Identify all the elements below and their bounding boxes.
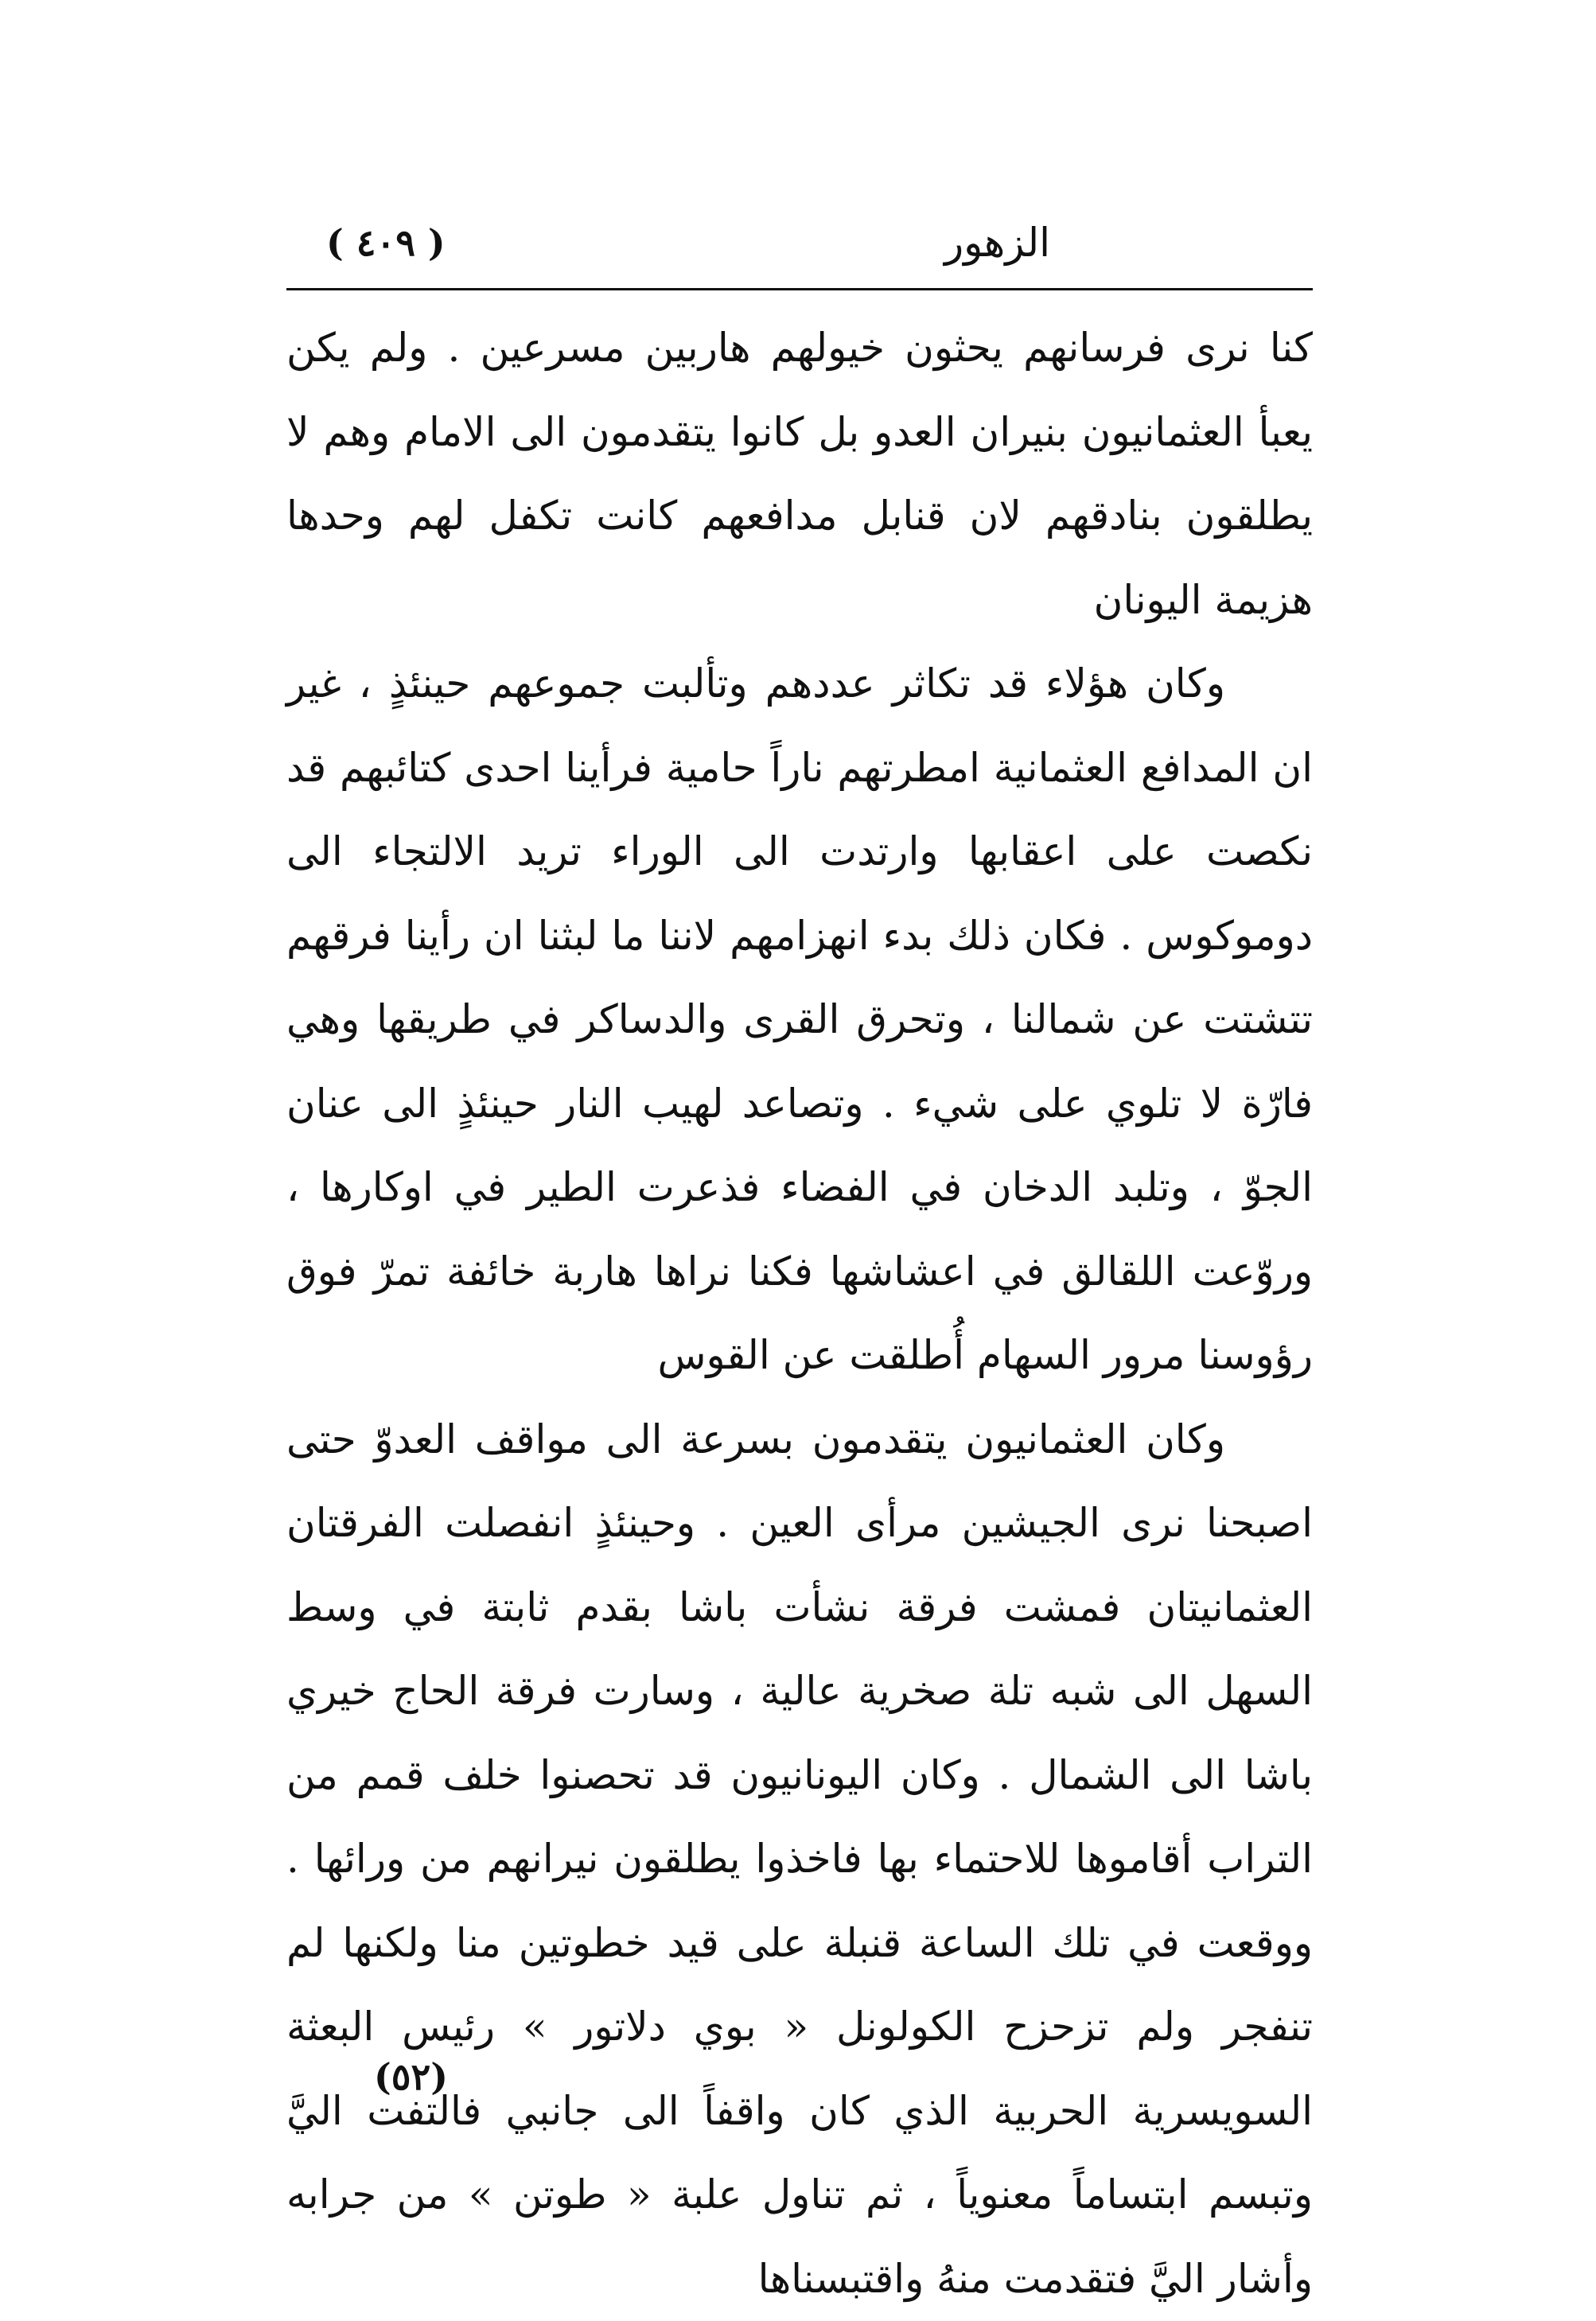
page-number: ( ٤٠٩ )	[326, 215, 446, 271]
paragraph-2: وكان هؤلاء قد تكاثر عددهم وتألبت جموعهم حينئذٍ ، غير ان المدافع العثمانية امطرتهم ناراً حامية فرأينا احدى كتائبهم قد نكصت على اعقابها وارتدت الى الوراء تريد الالتجاء الى دوموكوس . فكان ذلك بدء انهزامهم لاننا ما لبثنا ان رأينا فرقهم تتشتت عن شمالنا ، وتحرق القرى والدساكر في طريقها وهي فارّة لا تلوي على شيء . وتصاعد لهيب النار حينئذٍ الى عنان الجوّ ، وتلبد الدخان في الفضاء فذعرت الطير في اوكارها ، وروّعت اللقالق في اعشاشها فكنا نراها هاربة خائفة تمرّ فوق رؤوسنا مرور السهام أُطلقت عن القوس	[286, 642, 1313, 1398]
signature-mark: (٥٢)	[374, 2049, 448, 2105]
body-text	[286, 306, 1313, 2321]
paragraph-3: وكان العثمانيون يتقدمون بسرعة الى مواقف العدوّ حتى اصبحنا نرى الجيشين مرأى العين . وحينئذٍ انفصلت الفرقتان العثمانيتان فمشت فرقة نشأت باشا بقدم ثابتة في وسط السهل الى شبه تلة صخرية عالية ، وسارت فرقة الحاج خيري باشا الى الشمال . وكان اليونانيون قد تحصنوا خلف قمم من التراب أقاموها للاحتماء بها فاخذوا يطلقون نيرانهم من ورائها . ووقعت في تلك الساعة قنبلة على قيد خطوتين منا ولكنها لم تنفجر ولم تزحزح الكولونل « بوي دلاتور » رئيس البعثة السويسرية الحربية الذي كان واقفاً الى جانبي فالتفت اليَّ وتبسم ابتساماً معنوياً ، ثم تناول علبة « طوتن » من جرابه وأشار اليَّ فتقدمت منهُ واقتبسناها	[286, 1398, 1313, 2321]
paragraph-1: كنا نرى فرسانهم يحثون خيولهم هاربين مسرعين . ولم يكن يعبأ العثمانيون بنيران العدو بل كانوا يتقدمون الى الامام وهم لا يطلقون بنادقهم لان قنابل مدافعهم كانت تكفل لهم وحدها هزيمة اليونان	[286, 306, 1313, 642]
page-header	[286, 215, 1313, 278]
header-rule	[286, 288, 1313, 290]
running-title: الزهور	[944, 215, 1050, 271]
